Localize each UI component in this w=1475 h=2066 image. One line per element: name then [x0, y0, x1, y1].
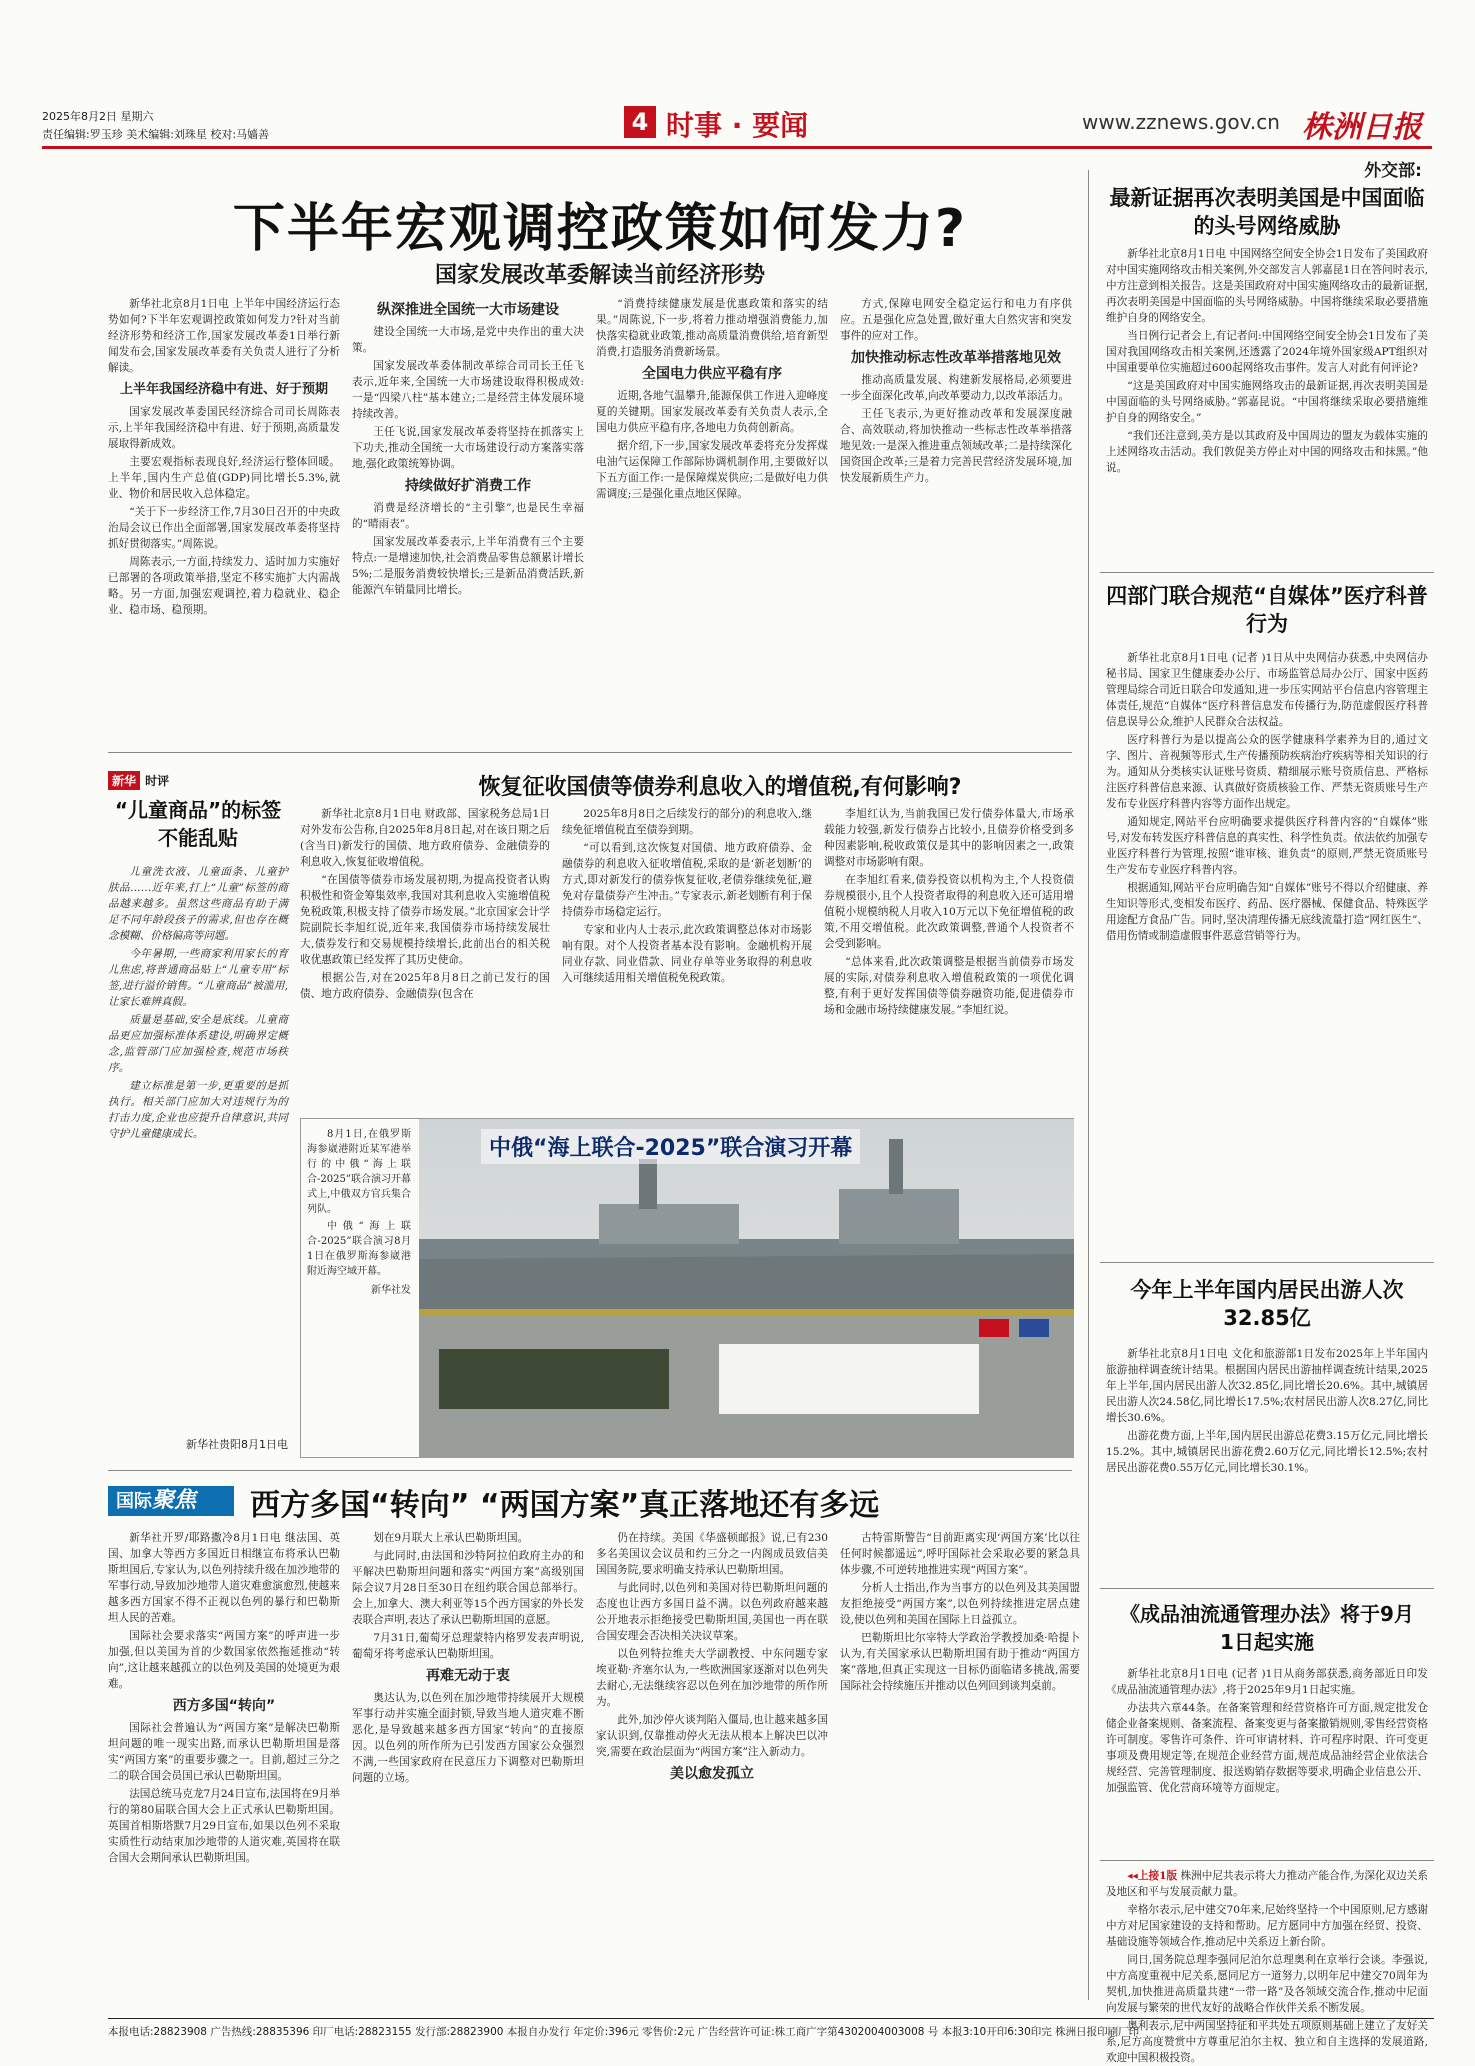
- divider: [108, 1470, 1072, 1471]
- continued-marker: ◂◂上接1版: [1127, 1870, 1178, 1882]
- lead-column-1: 新华社北京8月1日电 上半年中国经济运行态势如何?下半年宏观调控政策如何发力?针对当前经济形势和经济工作,国家发展改革委1日举行新闻发布会,国家发展改革委有关负责人进行了分析解读。 上半年我国经济稳中有进、好于预期 国家发展改革委国民经济综合司司长周陈表示,上半年我国经济稳中有进、好于预期,高质量发展取得新成效。 主要宏观指标表现良好,经济运行整体回暖。上半年,国内生产总值(GDP)同比增长5.3%,就业、物价和居民收入总体稳定。 “关于下一步经济工作,7月30日召开的中央政治局会议已作出全面部署,国家发展改革委将坚持抓好贯彻落实。”周陈说。 周陈表示,一方面,持续发力、适时加力实施好已部署的各项政策举措,坚定不移实施扩大内需战略。另一方面,加强宏观调控,着力稳就业、稳企业、稳市场、稳预期。: [108, 298, 340, 616]
- lead-subhead-1: 上半年我国经济稳中有进、好于预期: [119, 382, 328, 397]
- lead-subhead-2: 纵深推进全国统一大市场建设: [377, 302, 559, 318]
- intl-subhead-1: 西方多国“转向”: [172, 1698, 276, 1714]
- sidebar3-title: 今年上半年国内居民出游人次32.85亿: [1130, 1278, 1404, 1330]
- intl-column-1: 新华社开罗/耶路撒冷8月1日电 继法国、英国、加拿大等西方多国近日相继宣布将承认巴勒斯坦国后,专家认为,以色列持续升级在加沙地带的军事行动,导致加沙地带人道灾难愈演愈烈,使越来越多西方国家不得不正视以色列的暴行和巴勒斯坦人民的苦难。 国际社会要求落实“两国方案”的呼声进一步加强,但以美国为首的少数国家依然拖延推动“转向”,这让越来越孤立的以色列及美国的处境更为艰难。 西方多国“转向” 国际社会普遍认为“两国方案”是解决巴勒斯坦问题的唯一现实出路,而承认巴勒斯坦国是落实“两国方案”的重要步骤之一。目前,超过三分之二的联合国会员国已承认巴勒斯坦国。 法国总统马克龙7月24日宣布,法国将在9月举行的第80届联合国大会上正式承认巴勒斯坦国。英国首相斯塔默7月29日宣布,如果以色列不采取实质性行动结束加沙地带的人道灾难,英国将在联合国大会期间承认巴勒斯坦国。: [108, 1532, 340, 1864]
- sidebar4-title: 《成品油流通管理办法》将于9月1日起实施: [1120, 1602, 1414, 1654]
- intl-subhead-2: 再难无动于衷: [426, 1668, 510, 1684]
- lead-subhead-3: 持续做好扩消费工作: [405, 478, 531, 494]
- editor-credits: 责任编辑:罗玉珍 美术编辑:刘珠星 校对:马嫱善: [42, 128, 270, 141]
- intl-tag-part1: 国际: [116, 1491, 152, 1512]
- sidebar1-kicker: 外交部:: [1364, 161, 1422, 181]
- lead-column-2: 纵深推进全国统一大市场建设 建设全国统一大市场,是党中央作出的重大决策。 国家发展改革委体制改革综合司司长王任飞表示,近年来,全国统一大市场建设取得积极成效:一是“四梁八柱”基本建立;二是经营主体发展环境持续改善。 王任飞说,国家发展改革委将坚持在抓落实上下功夫,推动全国统一大市场建设行动方案落实落地,强化政策统筹协调。 持续做好扩消费工作 消费是经济增长的“主引擎”,也是民生幸福的“晴雨表”。 国家发展改革委表示,上半年消费有三个主要特点:一是增速加快,社会消费品零售总额累计增长5%;二是服务消费较快增长;三是新品消费活跃,新能源汽车销量同比增长。: [352, 302, 584, 596]
- sidebar-divider-1: [1100, 572, 1434, 573]
- commentary-tag-brand: 新华: [108, 771, 140, 790]
- lead-subtitle: 国家发展改革委解读当前经济形势: [434, 263, 765, 288]
- naval-exercise-photo: [419, 1119, 1074, 1458]
- photo-caption: 8月1日,在俄罗斯海参崴港附近某军港举行的中俄“海上联合-2025”联合演习开幕式上,中俄双方官兵集合列队。 中俄“海上联合-2025”联合演习8月1日在俄罗斯海参崴港附近海空域开幕。 新华社发: [307, 1129, 411, 1296]
- lead-subhead-4: 全国电力供应平稳有序: [642, 366, 782, 382]
- footer-rule: [108, 2018, 1434, 2019]
- intl-column-4: 古特雷斯警告“目前距离实现‘两国方案’比以往任何时候都遥远”,呼吁国际社会采取必要的紧急具体步骤,不可逆转地推进实现“两国方案”。 分析人士指出,作为当事方的以色列及其美国盟友拒绝接受“两国方案”,以色列持续推进定居点建设,使以色列和美国在国际上日益孤立。 巴勒斯坦比尔宰特大学政治学教授加桑·哈提卜认为,有关国家承认巴勒斯坦国有助于推动“两国方案”落地,但真正实现这一目标仍面临诸多挑战,需要国际社会持续施压并推动以色列回到谈判桌前。: [840, 1532, 1080, 1692]
- lead-title: 下半年宏观调控政策如何发力?: [232, 199, 968, 259]
- intl-column-3: 仍在持续。美国《华盛顿邮报》说,已有230多名美国议会议员和约三分之一内阁成员致信美国国务院,要求明确支持承认巴勒斯坦国。 与此同时,以色列和美国对待巴勒斯坦问题的态度也让西方多国日益不满。以色列政府越来越公开地表示拒绝接受巴勒斯坦国,美国也一再在联合国安理会否决相关决议草案。 以色列特拉维夫大学副教授、中东问题专家埃亚勒·齐塞尔认为,一些欧洲国家逐渐对以色列失去耐心,无法继续容忍以色列在加沙地带的所作所为。 此外,加沙停火谈判陷入僵局,也让越来越多国家认识到,仅靠推动停火无法从根本上解决巴以冲突,需要在政治层面为“两国方案”注入新动力。 美以愈发孤立: [596, 1532, 828, 1782]
- commentary-tag-label: 时评: [145, 774, 170, 788]
- page-number: 4: [624, 106, 656, 138]
- sidebar-divider-4: [1100, 1860, 1434, 1861]
- footer-info: 本报电话:28823908 广告热线:28835396 印厂电话:28823155 发行部:28823900 本报自办发行 年定价:396元 零售价:2元 广告经营许可证:株工商广字第4302004003008 号 本报3:10开印6:30印完 株洲日报印刷厂印: [108, 2026, 1140, 2038]
- sidebar2-body: 新华社北京8月1日电 (记者 )1日从中央网信办获悉,中央网信办秘书局、国家卫生健康委办公厅、市场监管总局办公厅、国家中医药管理局综合司近日联合印发通知,进一步压实网站平台信息内容管理主体责任,规范“自媒体”医疗科普信息发布传播行为,防范虚假医疗科普信息误导公众,维护人民群众合法权益。 医疗科普行为是以提高公众的医学健康科学素养为目的,通过文字、图片、音视频等形式,生产传播预防疾病治疗疾病等相关知识的行为。通知从分类核实认证账号资质、精细展示账号资质信息、严格标注医疗科普信息来源、认真做好资质核验工作、严禁无资质账号生产发布专业医疗科普内容等方面作出规定。 通知规定,网站平台应明确要求提供医疗科普内容的“自媒体”账号,对发布转发医疗科普信息的真实性、科学性负责。依法依约加强专业医疗科普行为管理,按照“谁审核、谁负责”的原则,严禁无资质账号生产发布专业医疗科普内容。 根据通知,网站平台应明确告知“自媒体”账号不得以介绍健康、养生知识等形式,变相发布医疗、药品、医疗器械、保健食品、特殊医学用途配方食品广告。同时,坚决清理传播无底线流量打造“网红医生”、借用伤情或制造虚假事件恶意营销等行为。: [1106, 652, 1428, 942]
- sidebar5-body: ◂◂上接1版 株洲中尼共表示将大力推动产能合作,为深化双边关系及地区和平与发展贡献力量。 幸格尔表示,尼中建交70年来,尼始终坚持一个中国原则,尼方感谢中方对尼国家建设的支持和帮助。尼方愿同中方加强在经贸、投资、基础设施等领域合作,推动尼中关系迈上新台阶。 同日,国务院总理李强同尼泊尔总理奥利在京举行会谈。李强说,中方高度重视中尼关系,愿同尼方一道努力,以明年尼中建交70周年为契机,加快推进高质量共建“一带一路”及各领域交流合作,推动中尼面向发展与繁荣的世代友好的战略合作伙伴关系不断发展。 奥利表示,尼中两国坚持征和平共处五项原则基础上建立了友好关系,尼方高度赞赏中方尊重尼泊尔主权、独立和自主选择的发展道路,欢迎中国积极投资。: [1106, 1870, 1428, 2064]
- photo-title: 中俄“海上联合-2025”联合演习开幕: [481, 1129, 860, 1164]
- intl-subhead-3: 美以愈发孤立: [670, 1766, 754, 1782]
- sidebar2-title: 四部门联合规范“自媒体”医疗科普行为: [1106, 584, 1428, 636]
- commentary-tag: [108, 770, 208, 790]
- intl-tag: [108, 1486, 234, 1516]
- intl-column-2: 划在9月联大上承认巴勒斯坦国。 与此同时,由法国和沙特阿拉伯政府主办的和平解决巴勒斯坦问题和落实“两国方案”高级别国际会议7月28日至30日在纽约联合国总部举行。会上,加拿大、澳大利亚等15个西方国家的外长发表联合声明,表达了承认巴勒斯坦国的意愿。 7月31日,葡萄牙总理蒙特内格罗发表声明说,葡萄牙将考虑承认巴勒斯坦国。 再难无动于衷 奥达认为,以色列在加沙地带持续展开大规模军事行动并实施全面封锁,导致当地人道灾难不断恶化,是导致越来越多西方国家“转向”的直接原因。以色列的所作所为已引发西方国家公众强烈不满,一些国家政府在民意压力下调整对巴勒斯坦问题的立场。: [352, 1532, 584, 1784]
- sidebar1-body: 新华社北京8月1日电 中国网络空间安全协会1日发布了美国政府对中国实施网络攻击相关案例,外交部发言人郭嘉昆1日在答问时表示,中方注意到相关报告。这是美国政府对中国实施网络攻击的最新证据,再次表明美国是中国面临的头号网络威胁。中国将继续采取必要措施维护自身的网络安全。 当日例行记者会上,有记者问:中国网络空间安全协会1日发布了美国对我国网络攻击相关案例,还透露了2024年境外国家级APT组织对中国重要单位实施超过600起网络攻击事件。发言人对此有何评论? “这是美国政府对中国实施网络攻击的最新证据,再次表明美国是中国面临的头号网络威胁。”郭嘉昆说。“中国将继续采取必要措施维护自身的网络安全。” “我们还注意到,美方是以其政府及中国周边的盟友为载体实施的上述网络攻击活动。我们敦促美方停止对中国的网络攻击和抹黑。”他说。: [1106, 248, 1428, 474]
- sidebar1-title: 最新证据再次表明美国是中国面临的头号网络威胁: [1109, 186, 1425, 238]
- lead-column-4: 方式,保障电网安全稳定运行和电力有序供应。五是强化应急处置,做好重大自然灾害和突发事件的应对工作。 加快推动标志性改革举措落地见效 推动高质量发展、构建新发展格局,必须要进一步全面深化改革,向改革要动力,以改革添活力。 王任飞表示,为更好推动改革和发展深度融合、高效联动,将加快推动一些标志性改革举措落地见效:一是深入推进重点领域改革;二是持续深化国资国企改革;三是着力完善民营经济发展环境,加快发展新质生产力。: [840, 298, 1072, 484]
- photo-block: [300, 1118, 1074, 1458]
- tax-column-1: 新华社北京8月1日电 财政部、国家税务总局1日对外发布公告称,自2025年8月8日起,对在该日期之后(含当日)新发行的国债、地方政府债券、金融债券的利息收入,恢复征收增值税。 “在国债等债券市场发展初期,为提高投资者认购积极性和资金筹集效率,我国对其利息收入实施增值税免税政策,积极支持了债券市场发展。”北京国家会计学院副院长李旭红说,近年来,我国债券市场持续发展壮大,债券发行和交易规模持续增长,此前出台的相关税收优惠政策已经发挥了其历史使命。 根据公告,对在2025年8月8日之前已发行的国债、地方政府债券、金融债券(包含在: [300, 808, 550, 1000]
- commentary-body: 儿童洗衣液、儿童面条、儿童护肤品……近年来,打上“儿童”标签的商品越来越多。虽然这些商品有助于满足不同年龄段孩子的需求,但也存在概念模糊、价格偏高等问题。 今年暑期,一些商家利用家长的育儿焦虑,将普通商品贴上“儿童专用”标签,进行溢价销售。“儿童商品”被滥用,让家长难辨真假。 质量是基础,安全是底线。儿童商品更应加强标准体系建设,明确界定概念,监管部门应加强检查,规范市场秩序。 建立标准是第一步,更重要的是抓执行。相关部门应加大对违规行为的打击力度,企业也应提升自律意识,共同守护儿童健康成长。: [108, 866, 288, 1140]
- intl-tag-part2: 聚焦: [152, 1488, 197, 1513]
- sidebar-vertical-rule: [1088, 170, 1089, 2000]
- tax-column-3: 李旭红认为,当前我国已发行债券体量大,市场承载能力较强,新发行债券占比较小,且债券价格受到多种因素影响,税收政策仅是其中的影响因素之一,政策调整对市场影响有限。 在李旭红看来,债券投资以机构为主,个人投资债券规模很小,且个人投资者取得的利息收入还可适用增值税小规模纳税人月收入10万元以下免征增值税的政策,不用交增值税。此次政策调整,普通个人投资者不会受到影响。 “总体来看,此次政策调整是根据当前债券市场发展的实际,对债券利息收入增值税政策的一项优化调整,有利于更好发挥国债等债券融资功能,促进债券市场和金融市场持续健康发展。”李旭红说。: [824, 808, 1074, 1016]
- photo-credit: 新华社发: [371, 1285, 411, 1296]
- sidebar3-body: 新华社北京8月1日电 文化和旅游部1日发布2025年上半年国内旅游抽样调查统计结果。根据国内居民出游抽样调查统计结果,2025年上半年,国内居民出游人次32.85亿,同比增长20.6%。其中,城镇居民出游人次24.58亿,同比增长17.5%;农村居民出游人次8.27亿,同比增长30.6%。 出游花费方面,上半年,国内居民出游总花费3.15万亿元,同比增长15.2%。其中,城镇居民出游花费2.60万亿元,同比增长12.5%;农村居民出游花费0.55万亿元,同比增长30.1%。: [1106, 1348, 1428, 1474]
- commentary-title: “儿童商品”的标签不能乱贴: [114, 798, 282, 850]
- intl-title: 西方多国“转向” “两国方案”真正落地还有多远: [250, 1488, 880, 1523]
- sidebar-divider-3: [1100, 1588, 1434, 1589]
- tax-column-2: 2025年8月8日之后续发行的部分)的利息收入,继续免征增值税直至债券到期。 “可以看到,这次恢复对国债、地方政府债券、金融债券的利息收入征收增值税,采取的是‘新老划断’的方式,即对新发行的债券恢复征收,老债券继续免征,避免对存量债券产生冲击。”专家表示,新老划断有利于保持债券市场稳定运行。 专家和业内人士表示,此次政策调整总体对市场影响有限。对个人投资者基本没有影响。金融机构开展同业存款、同业借款、同业存单等业务取得的利息收入可继续适用相关增值税免税政策。: [562, 808, 812, 984]
- header-rule: [42, 146, 1432, 149]
- lead-column-3: “消费持续健康发展是优惠政策和落实的结果。”周陈说,下一步,将着力推动增强消费能力,加快落实稳就业政策,推动高质量消费供给,培育新型消费,打造服务消费新场景。 全国电力供应平稳有序 近期,各地气温攀升,能源保供工作进入迎峰度夏的关键期。国家发展改革委有关负责人表示,全国电力供应平稳有序,各地电力负荷创新高。 据介绍,下一步,国家发展改革委将充分发挥煤电油气运保障工作部际协调机制作用,主要做好以下五方面工作:一是保障煤炭供应;二是做好电力供需调度;三是强化重点地区保障。: [596, 298, 828, 500]
- site-url[interactable]: www.zznews.gov.cn: [1082, 110, 1280, 134]
- paper-logo: 株洲日报: [1302, 110, 1422, 145]
- divider: [108, 752, 1072, 753]
- commentary-box: [108, 760, 288, 1460]
- section-title: 时事 · 要闻: [666, 109, 809, 142]
- tax-title: 恢复征收国债等债券利息收入的增值税,有何影响?: [478, 775, 962, 800]
- right-sidebar: [1100, 150, 1434, 2064]
- sidebar4-body: 新华社北京8月1日电 (记者 )1日从商务部获悉,商务部近日印发《成品油流通管理办法》,将于2025年9月1日起实施。 办法共六章44条。在备案管理和经营资格许可方面,规定批发仓储企业备案规则、备案流程、备案变更与备案撤销规则,零售经营资格许可制度。零售许可条件、许可审请材料、许可程序时限、许可变更事项及费用规定等,在规范企业经营方面,规范成品油经营企业依法合规经营、完善管理制度、报送购销存数据等要求,明确企业信息公开、加强监管、优化营商环境等方面规定。: [1106, 1668, 1428, 1794]
- commentary-byline: 新华社贵阳8月1日电: [186, 1438, 288, 1451]
- sidebar-divider-2: [1100, 1262, 1434, 1263]
- issue-date: 2025年8月2日 星期六: [42, 110, 154, 123]
- lead-subhead-5: 加快推动标志性改革举措落地见效: [851, 350, 1061, 366]
